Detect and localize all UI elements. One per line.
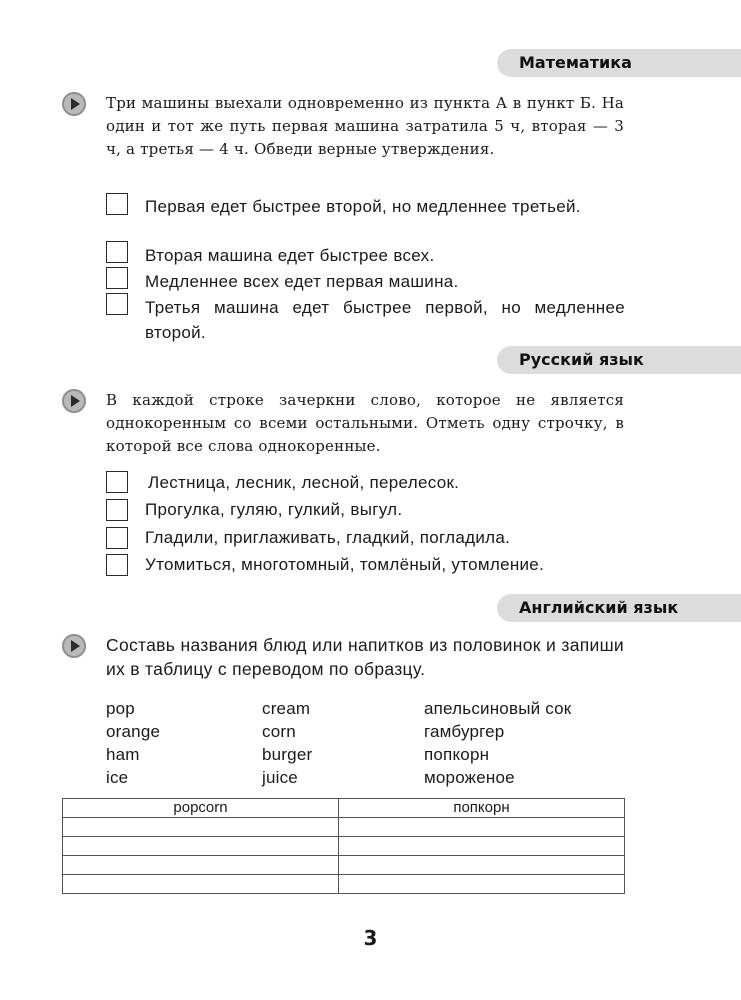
checkbox-russian-3[interactable] (106, 527, 128, 549)
play-icon[interactable] (62, 634, 86, 658)
answer-table (62, 798, 625, 894)
translation-word: гамбургер (424, 722, 505, 741)
russian-option-3: Гладили, приглаживать, гладкий, погладила. (145, 528, 511, 547)
russian-option-2: Прогулка, гуляю, гулкий, выгул. (145, 500, 403, 519)
table-row (63, 837, 625, 856)
checkbox-russian-4[interactable] (106, 554, 128, 576)
math-option-1: Первая едет быстрее второй, но медленнее третьей. (145, 197, 581, 216)
table-cell-russian[interactable] (339, 856, 625, 875)
page-number: 3 (363, 926, 378, 950)
table-cell-russian[interactable] (339, 837, 625, 856)
checkbox-math-2[interactable] (106, 241, 128, 263)
second-half-word: corn (262, 722, 296, 741)
translation-word: попкорн (424, 745, 490, 764)
section-tab-russian: Русский язык (497, 346, 741, 374)
second-half-word: cream (262, 699, 311, 718)
first-half-word: orange (106, 722, 161, 741)
table-cell-english[interactable]: popcorn (63, 799, 339, 818)
checkbox-math-4[interactable] (106, 293, 128, 315)
table-cell-english[interactable] (63, 837, 339, 856)
translation-word: апельсиновый сок (424, 699, 572, 718)
first-half-word: pop (106, 699, 135, 718)
math-option-3: Медленнее всех едет первая машина. (145, 272, 459, 291)
table-row (63, 875, 625, 894)
table-row (63, 856, 625, 875)
first-half-word: ham (106, 745, 140, 764)
table-cell-russian[interactable] (339, 818, 625, 837)
translation-word: мороженое (424, 768, 515, 787)
table-cell-english[interactable] (63, 818, 339, 837)
english-task-text: Составь названия блюд или напитков из половинок и запиши их в таблицу с переводом по образцу. (106, 635, 624, 679)
checkbox-math-3[interactable] (106, 267, 128, 289)
russian-option-4: Утомиться, многотомный, томлёный, утомление. (145, 555, 545, 574)
math-task-text: Три машины выехали одновременно из пункта А в пункт Б. На один и тот же путь первая машина затратила 5 ч, вторая — 3 ч, а третья — 4 ч. Обведи верные утверждения. (106, 94, 624, 158)
play-icon[interactable] (62, 92, 86, 116)
second-half-word: burger (262, 745, 313, 764)
math-option-4: Третья машина едет быстрее первой, но медленнее второй. (145, 298, 625, 342)
math-option-2: Вторая машина едет быстрее всех. (145, 246, 435, 265)
second-half-word: juice (262, 768, 298, 787)
russian-option-1: Лестница, лесник, лесной, перелесок. (148, 473, 460, 492)
section-tab-math: Математика (497, 49, 741, 77)
checkbox-russian-1[interactable] (106, 471, 128, 493)
table-cell-russian[interactable]: попкорн (339, 799, 625, 818)
table-row (63, 799, 625, 818)
checkbox-russian-2[interactable] (106, 499, 128, 521)
table-cell-english[interactable] (63, 856, 339, 875)
first-half-word: ice (106, 768, 129, 787)
russian-task-text: В каждой строке зачеркни слово, которое не является однокоренным со всеми остальными. Отметь одну строчку, в которой все слова однокоренные. (106, 391, 624, 455)
table-cell-english[interactable] (63, 875, 339, 894)
play-icon[interactable] (62, 389, 86, 413)
table-cell-russian[interactable] (339, 875, 625, 894)
checkbox-math-1[interactable] (106, 193, 128, 215)
section-tab-english: Английский язык (497, 594, 741, 622)
table-row (63, 818, 625, 837)
